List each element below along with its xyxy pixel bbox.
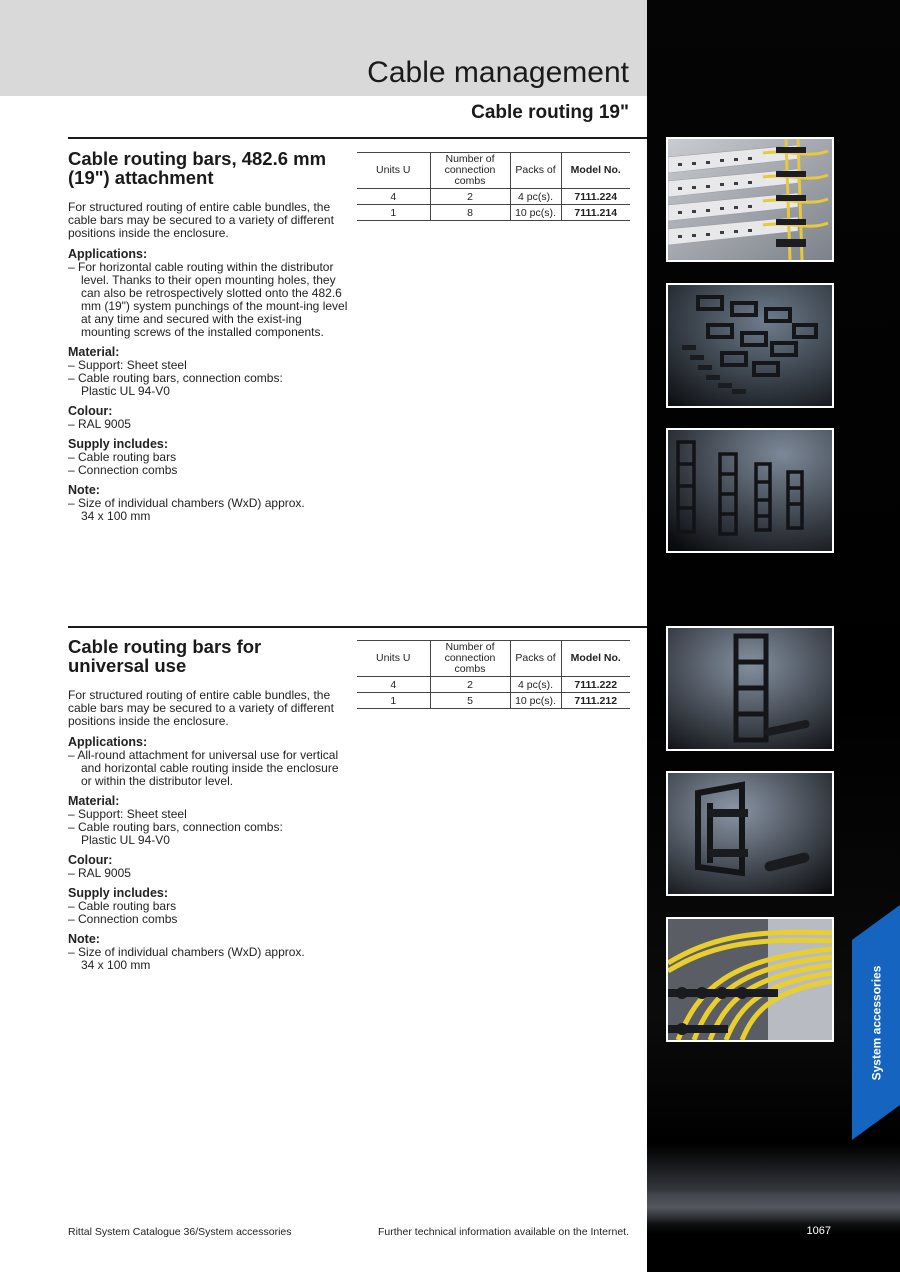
section-1-colour <box>68 405 348 431</box>
section-1-note <box>68 484 348 523</box>
cell-packs: 10 pc(s). <box>510 205 561 221</box>
section-2-intro: For structured routing of entire cable bundles, the cable bars may be secured to a variety of different positions inside the enclosure. <box>68 688 334 728</box>
page-number: 1067 <box>806 1225 831 1237</box>
table-row <box>357 677 630 693</box>
section-1-body <box>68 201 348 530</box>
cell-packs: 10 pc(s). <box>510 693 561 709</box>
note-item: – Size of individual chambers (WxD) approx. <box>68 945 305 959</box>
page-subtitle: Cable routing 19" <box>471 102 629 123</box>
section-1-title-line1: Cable routing bars, 482.6 mm <box>68 148 327 169</box>
footer-internet-note: Further technical information available on the Internet. <box>378 1226 629 1238</box>
cell-model: 7111.214 <box>561 205 630 221</box>
section-1-rule <box>68 137 647 139</box>
product-photo-rack-mounted-bars <box>666 137 834 262</box>
cell-units: 4 <box>357 677 430 693</box>
product-photo-bars-assortment <box>666 283 834 408</box>
cell-units: 4 <box>357 189 430 205</box>
colour-item: – RAL 9005 <box>68 417 131 431</box>
material-item: – Support: Sheet steel <box>68 807 187 821</box>
supply-item: – Cable routing bars <box>68 899 177 913</box>
product-photo-vertical-bars <box>666 428 834 553</box>
applications-item: – For horizontal cable routing within the distributor level. Thanks to their open mounting holes, they can also be retrospectively slotted onto the 482.6 mm (19") system punchings of the mount-ing level at any time and secured with the exist-ing mounting screws of the installed components. <box>68 260 348 339</box>
cell-combs: 2 <box>430 189 510 205</box>
side-glow <box>647 1190 900 1224</box>
section-2-rule <box>68 626 647 628</box>
note-label: Note: <box>68 483 100 497</box>
section-2-title <box>68 637 348 675</box>
rack-mounted-bars-illustration <box>668 139 832 260</box>
table-header-row <box>357 641 630 677</box>
note-item: – Size of individual chambers (WxD) approx. <box>68 496 305 510</box>
note-item-cont: 34 x 100 mm <box>81 958 151 972</box>
section-2-table <box>357 640 630 709</box>
supply-item: – Connection combs <box>68 463 178 477</box>
supply-label: Supply includes: <box>68 437 169 451</box>
page-title: Cable management <box>367 56 629 89</box>
cell-model: 7111.224 <box>561 189 630 205</box>
section-2-title-line2: universal use <box>68 655 187 676</box>
col-units: Units U <box>357 153 430 189</box>
material-label: Material: <box>68 794 120 808</box>
product-photo-universal-bar-angled <box>666 771 834 896</box>
applications-item: – All-round attachment for universal use for vertical and horizontal cable routing inside the enclosure or within the distributor level. <box>68 748 339 788</box>
universal-bar-illustration <box>668 628 832 749</box>
colour-label: Colour: <box>68 853 113 867</box>
universal-bar-angled-illustration <box>668 773 832 894</box>
cell-combs: 8 <box>430 205 510 221</box>
table-row <box>357 205 630 221</box>
section-2-note <box>68 933 348 972</box>
cell-packs: 4 pc(s). <box>510 189 561 205</box>
section-1-table <box>357 152 630 221</box>
cell-model: 7111.222 <box>561 677 630 693</box>
material-label: Material: <box>68 345 120 359</box>
applications-label: Applications: <box>68 735 148 749</box>
product-photo-universal-bar <box>666 626 834 751</box>
material-item: – Cable routing bars, connection combs: <box>68 820 283 834</box>
section-2-title-line1: Cable routing bars for <box>68 636 262 657</box>
material-item: – Support: Sheet steel <box>68 358 187 372</box>
supply-item: – Cable routing bars <box>68 450 177 464</box>
product-photo-yellow-cable-bundles <box>666 917 834 1042</box>
section-1-applications <box>68 248 348 339</box>
supply-item: – Connection combs <box>68 912 178 926</box>
material-item-cont: Plastic UL 94-V0 <box>81 833 170 847</box>
cell-combs: 5 <box>430 693 510 709</box>
section-2-supply <box>68 887 348 926</box>
col-model: Model No. <box>561 153 630 189</box>
supply-label: Supply includes: <box>68 886 169 900</box>
table-header-row <box>357 153 630 189</box>
colour-label: Colour: <box>68 404 113 418</box>
vertical-bars-illustration <box>668 430 832 551</box>
section-tab-label[interactable]: System accessories <box>869 965 883 1080</box>
col-packs: Packs of <box>510 641 561 677</box>
bars-assortment-illustration <box>668 285 832 406</box>
yellow-cable-bundles-illustration <box>668 919 832 1040</box>
note-label: Note: <box>68 932 100 946</box>
section-1-intro: For structured routing of entire cable bundles, the cable bars may be secured to a variety of different positions inside the enclosure. <box>68 200 334 240</box>
cell-combs: 2 <box>430 677 510 693</box>
section-2-material <box>68 795 348 847</box>
table-row <box>357 693 630 709</box>
section-1-supply <box>68 438 348 477</box>
cell-units: 1 <box>357 693 430 709</box>
section-2-colour <box>68 854 348 880</box>
note-item-cont: 34 x 100 mm <box>81 509 151 523</box>
table-row <box>357 189 630 205</box>
cell-units: 1 <box>357 205 430 221</box>
section-2-body <box>68 689 348 979</box>
material-item-cont: Plastic UL 94-V0 <box>81 384 170 398</box>
section-1-material <box>68 346 348 398</box>
cell-model: 7111.212 <box>561 693 630 709</box>
cell-packs: 4 pc(s). <box>510 677 561 693</box>
section-1-title-line2: (19") attachment <box>68 167 214 188</box>
section-1-title <box>68 149 348 187</box>
col-combs: Number of connection combs <box>430 641 510 677</box>
footer-catalogue: Rittal System Catalogue 36/System accessories <box>68 1226 292 1238</box>
colour-item: – RAL 9005 <box>68 866 131 880</box>
material-item: – Cable routing bars, connection combs: <box>68 371 283 385</box>
col-model: Model No. <box>561 641 630 677</box>
section-2-applications <box>68 736 348 788</box>
applications-label: Applications: <box>68 247 148 261</box>
col-packs: Packs of <box>510 153 561 189</box>
col-units: Units U <box>357 641 430 677</box>
section-tab-label-wrap[interactable] <box>852 905 900 1140</box>
col-combs: Number of connection combs <box>430 153 510 189</box>
